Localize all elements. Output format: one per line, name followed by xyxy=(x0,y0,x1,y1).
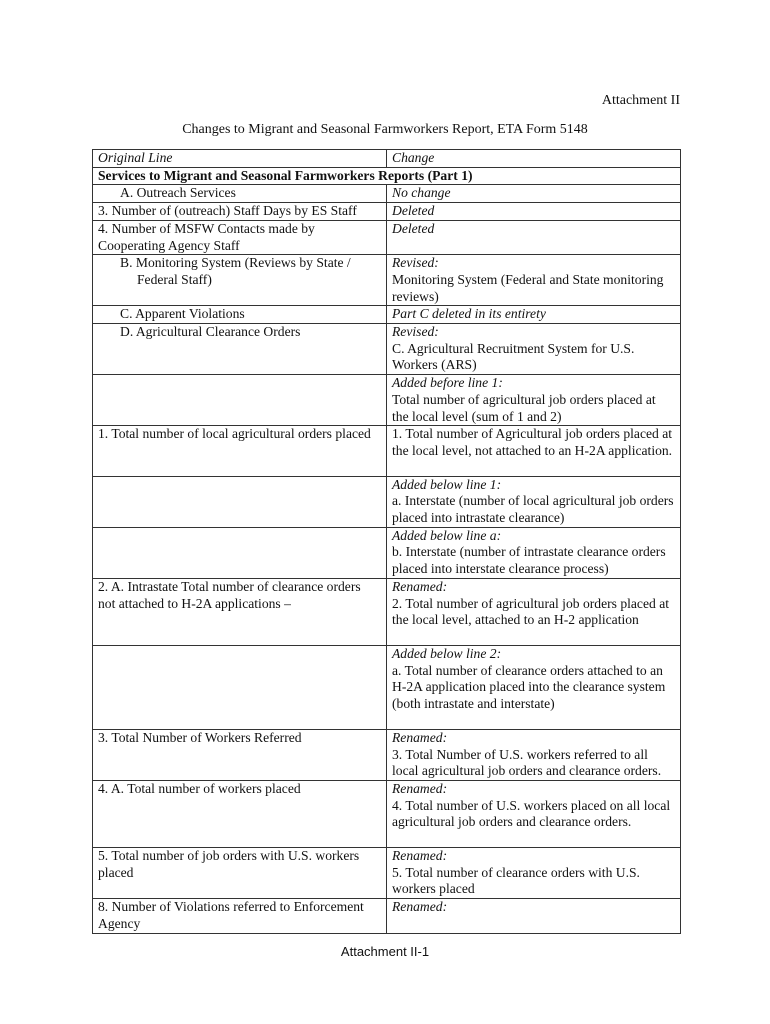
original-cell: 5. Total number of job orders with U.S. workers placed xyxy=(93,848,387,899)
original-cell: A. Outreach Services xyxy=(93,185,387,203)
change-cell: Deleted xyxy=(387,203,681,221)
change-cell: Added before line 1: Total number of agricultural job orders placed at the local level (sum of 1 and 2) xyxy=(387,375,681,426)
table-row xyxy=(93,578,681,645)
change-cell: Added below line 2: a. Total number of clearance orders attached to an H-2A application placed into the clearance system (both intrastate and interstate) xyxy=(387,645,681,729)
table-row xyxy=(93,220,681,254)
changes-table xyxy=(92,149,681,934)
change-cell: No change xyxy=(387,185,681,203)
change-cell: Added below line a: b. Interstate (number of intrastate clearance orders placed into interstate clearance process) xyxy=(387,527,681,578)
original-cell: D. Agricultural Clearance Orders xyxy=(93,324,387,375)
table-row xyxy=(93,527,681,578)
change-cell: Renamed: xyxy=(387,899,681,933)
col-header-original: Original Line xyxy=(93,150,387,168)
table-row xyxy=(93,255,681,306)
table-row xyxy=(93,324,681,375)
table-row xyxy=(93,426,681,476)
original-cell xyxy=(93,476,387,527)
document-title: Changes to Migrant and Seasonal Farmworkers Report, ETA Form 5148 xyxy=(182,122,588,137)
change-cell: Part C deleted in its entirety xyxy=(387,306,681,324)
table-row xyxy=(93,185,681,203)
change-cell: 1. Total number of Agricultural job orders placed at the local level, not attached to an H-2A application. xyxy=(387,426,681,476)
change-cell: Revised: Monitoring System (Federal and State monitoring reviews) xyxy=(387,255,681,306)
original-cell: 3. Total Number of Workers Referred xyxy=(93,729,387,780)
change-cell: Renamed: 4. Total number of U.S. workers placed on all local agricultural job orders and clearance orders. xyxy=(387,780,681,847)
table-header-row xyxy=(93,150,681,168)
change-cell: Revised: C. Agricultural Recruitment System for U.S. Workers (ARS) xyxy=(387,324,681,375)
page-footer: Attachment II-1 xyxy=(340,944,430,959)
attachment-label: Attachment II xyxy=(601,93,680,108)
original-cell: 4. Number of MSFW Contacts made by Cooperating Agency Staff xyxy=(93,220,387,254)
change-cell: Added below line 1: a. Interstate (number of local agricultural job orders placed into intrastate clearance) xyxy=(387,476,681,527)
original-cell: 3. Number of (outreach) Staff Days by ES Staff xyxy=(93,203,387,221)
original-cell: 4. A. Total number of workers placed xyxy=(93,780,387,847)
original-cell: 8. Number of Violations referred to Enforcement Agency xyxy=(93,899,387,933)
original-cell: 2. A. Intrastate Total number of clearance orders not attached to H-2A applications – xyxy=(93,578,387,645)
change-cell: Deleted xyxy=(387,220,681,254)
col-header-change: Change xyxy=(387,150,681,168)
table-row xyxy=(93,375,681,426)
table-row xyxy=(93,780,681,847)
section-heading-row xyxy=(93,167,681,185)
original-cell xyxy=(93,527,387,578)
original-cell: C. Apparent Violations xyxy=(93,306,387,324)
change-cell: Renamed: 3. Total Number of U.S. workers referred to all local agricultural job orders and clearance orders. xyxy=(387,729,681,780)
table-row xyxy=(93,848,681,899)
table-row xyxy=(93,729,681,780)
table-row xyxy=(93,306,681,324)
table-row xyxy=(93,645,681,729)
change-cell: Renamed: 2. Total number of agricultural job orders placed at the local level, attached to an H-2 application xyxy=(387,578,681,645)
original-cell xyxy=(93,645,387,729)
original-cell: B. Monitoring System (Reviews by State / Federal Staff) xyxy=(93,255,387,306)
section-heading: Services to Migrant and Seasonal Farmworkers Reports (Part 1) xyxy=(93,167,681,185)
table-row xyxy=(93,476,681,527)
table-row xyxy=(93,203,681,221)
table-row xyxy=(93,899,681,933)
original-cell xyxy=(93,375,387,426)
original-cell: 1. Total number of local agricultural orders placed xyxy=(93,426,387,476)
change-cell: Renamed: 5. Total number of clearance orders with U.S. workers placed xyxy=(387,848,681,899)
